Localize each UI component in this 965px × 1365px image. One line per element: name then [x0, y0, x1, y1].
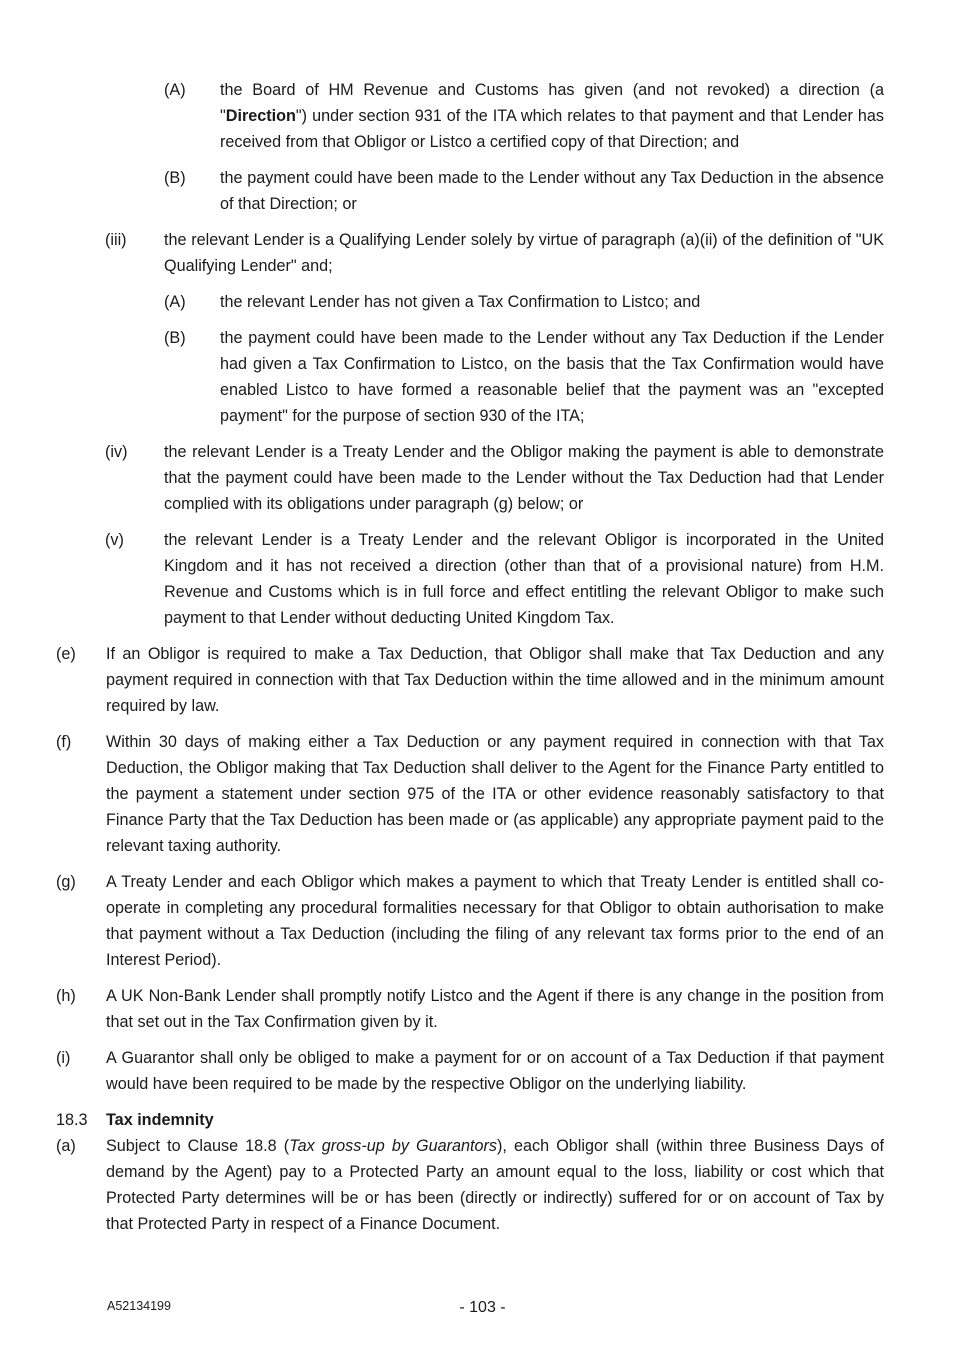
clause-text: the relevant Lender is a Qualifying Lender solely by virtue of paragraph (a)(ii) of the definition of "UK Qualifying Lender" and;: [164, 231, 884, 275]
clause-iii-a: [164, 289, 884, 315]
clause-e: [56, 641, 884, 719]
page-number: - 103 -: [459, 1299, 506, 1316]
clause-label: (e): [56, 645, 76, 663]
clause-label: (iii): [105, 231, 127, 249]
clause-v: [105, 527, 884, 631]
clause-ii-a: [164, 77, 884, 155]
clause-label: (g): [56, 873, 76, 891]
clause-text: A Guarantor shall only be obliged to make a payment for or on account of a Tax Deduction if that payment would have been required to be made by the respective Obligor on the underlying liability.: [106, 1049, 884, 1093]
clause-text: A Treaty Lender and each Obligor which makes a payment to which that Treaty Lender is entitled shall co-operate in completing any procedural formalities necessary for that Obligor to obtain authorisation to make that payment without a Tax Deduction (including the filing of any relevant tax forms prior to the end of an Interest Period).: [106, 873, 884, 969]
section-heading: [56, 1107, 214, 1133]
clause-label: (v): [105, 531, 124, 549]
document-reference: A52134199: [107, 1299, 171, 1313]
clause-text: the relevant Lender has not given a Tax Confirmation to Listco; and: [220, 293, 701, 311]
clause-i: [56, 1045, 884, 1097]
clause-label: (A): [164, 81, 186, 99]
clause-iii: [105, 227, 884, 279]
clause-label: (iv): [105, 443, 128, 461]
clause-label: (a): [56, 1137, 76, 1155]
clause-iv: [105, 439, 884, 517]
defined-term: Direction: [225, 107, 296, 125]
clause-text: the relevant Lender is a Treaty Lender and the relevant Obligor is incorporated in the United Kingdom and it has not received a direction (other than that of a provisional nature) from H.M. Revenue and Customs which is in full force and effect entitling the relevant Obligor to make such payment to that Lender without deducting United Kingdom Tax.: [164, 531, 884, 627]
clause-reference: Tax gross-up by Guarantors: [289, 1137, 498, 1155]
clause-label: (B): [164, 169, 186, 187]
clause-ii-b: [164, 165, 884, 217]
clause-label: (A): [164, 293, 186, 311]
clause-f: [56, 729, 884, 859]
clause-a: [56, 1133, 884, 1237]
section-number: 18.3: [56, 1111, 88, 1129]
clause-text: Subject to Clause 18.8 (Tax gross-up by Guarantors), each Obligor shall (within three Business Days of demand by the Agent) pay to a Protected Party an amount equal to the loss, liability or cost which that Protected Party determines will be or has been (directly or indirectly) suffered for or on account of Tax by that Protected Party in respect of a Finance Document.: [106, 1137, 884, 1233]
section-title: Tax indemnity: [106, 1111, 214, 1129]
clause-label: (f): [56, 733, 72, 751]
clause-g: [56, 869, 884, 973]
clause-text: A UK Non-Bank Lender shall promptly notify Listco and the Agent if there is any change in the position from that set out in the Tax Confirmation given by it.: [106, 987, 884, 1031]
clause-text: the payment could have been made to the Lender without any Tax Deduction if the Lender had given a Tax Confirmation to Listco, on the basis that the Tax Confirmation would have enabled Listco to have formed a reasonable belief that the payment was an "excepted payment" for the purpose of section 930 of the ITA;: [220, 329, 884, 425]
clause-text: the Board of HM Revenue and Customs has given (and not revoked) a direction (a "Direction") under section 931 of the ITA which relates to that payment and that Lender has received from that Obligor or Listco a certified copy of that Direction; and: [220, 81, 884, 151]
clause-text: the payment could have been made to the Lender without any Tax Deduction in the absence of that Direction; or: [220, 169, 884, 213]
clause-iii-b: [164, 325, 884, 429]
clause-label: (B): [164, 329, 186, 347]
clause-text: Within 30 days of making either a Tax Deduction or any payment required in connection with that Tax Deduction, the Obligor making that Tax Deduction shall deliver to the Agent for the Finance Party entitled to the payment a statement under section 975 of the ITA or other evidence reasonably satisfactory to that Finance Party that the Tax Deduction has been made or (as applicable) any appropriate payment paid to the relevant taxing authority.: [106, 733, 884, 855]
clause-label: (i): [56, 1049, 71, 1067]
clause-label: (h): [56, 987, 76, 1005]
clause-text: the relevant Lender is a Treaty Lender and the Obligor making the payment is able to demonstrate that the payment could have been made to the Lender without the Tax Deduction had that Lender complied with its obligations under paragraph (g) below; or: [164, 443, 884, 513]
clause-h: [56, 983, 884, 1035]
clause-text: If an Obligor is required to make a Tax Deduction, that Obligor shall make that Tax Deduction and any payment required in connection with that Tax Deduction within the time allowed and in the minimum amount required by law.: [106, 645, 884, 715]
